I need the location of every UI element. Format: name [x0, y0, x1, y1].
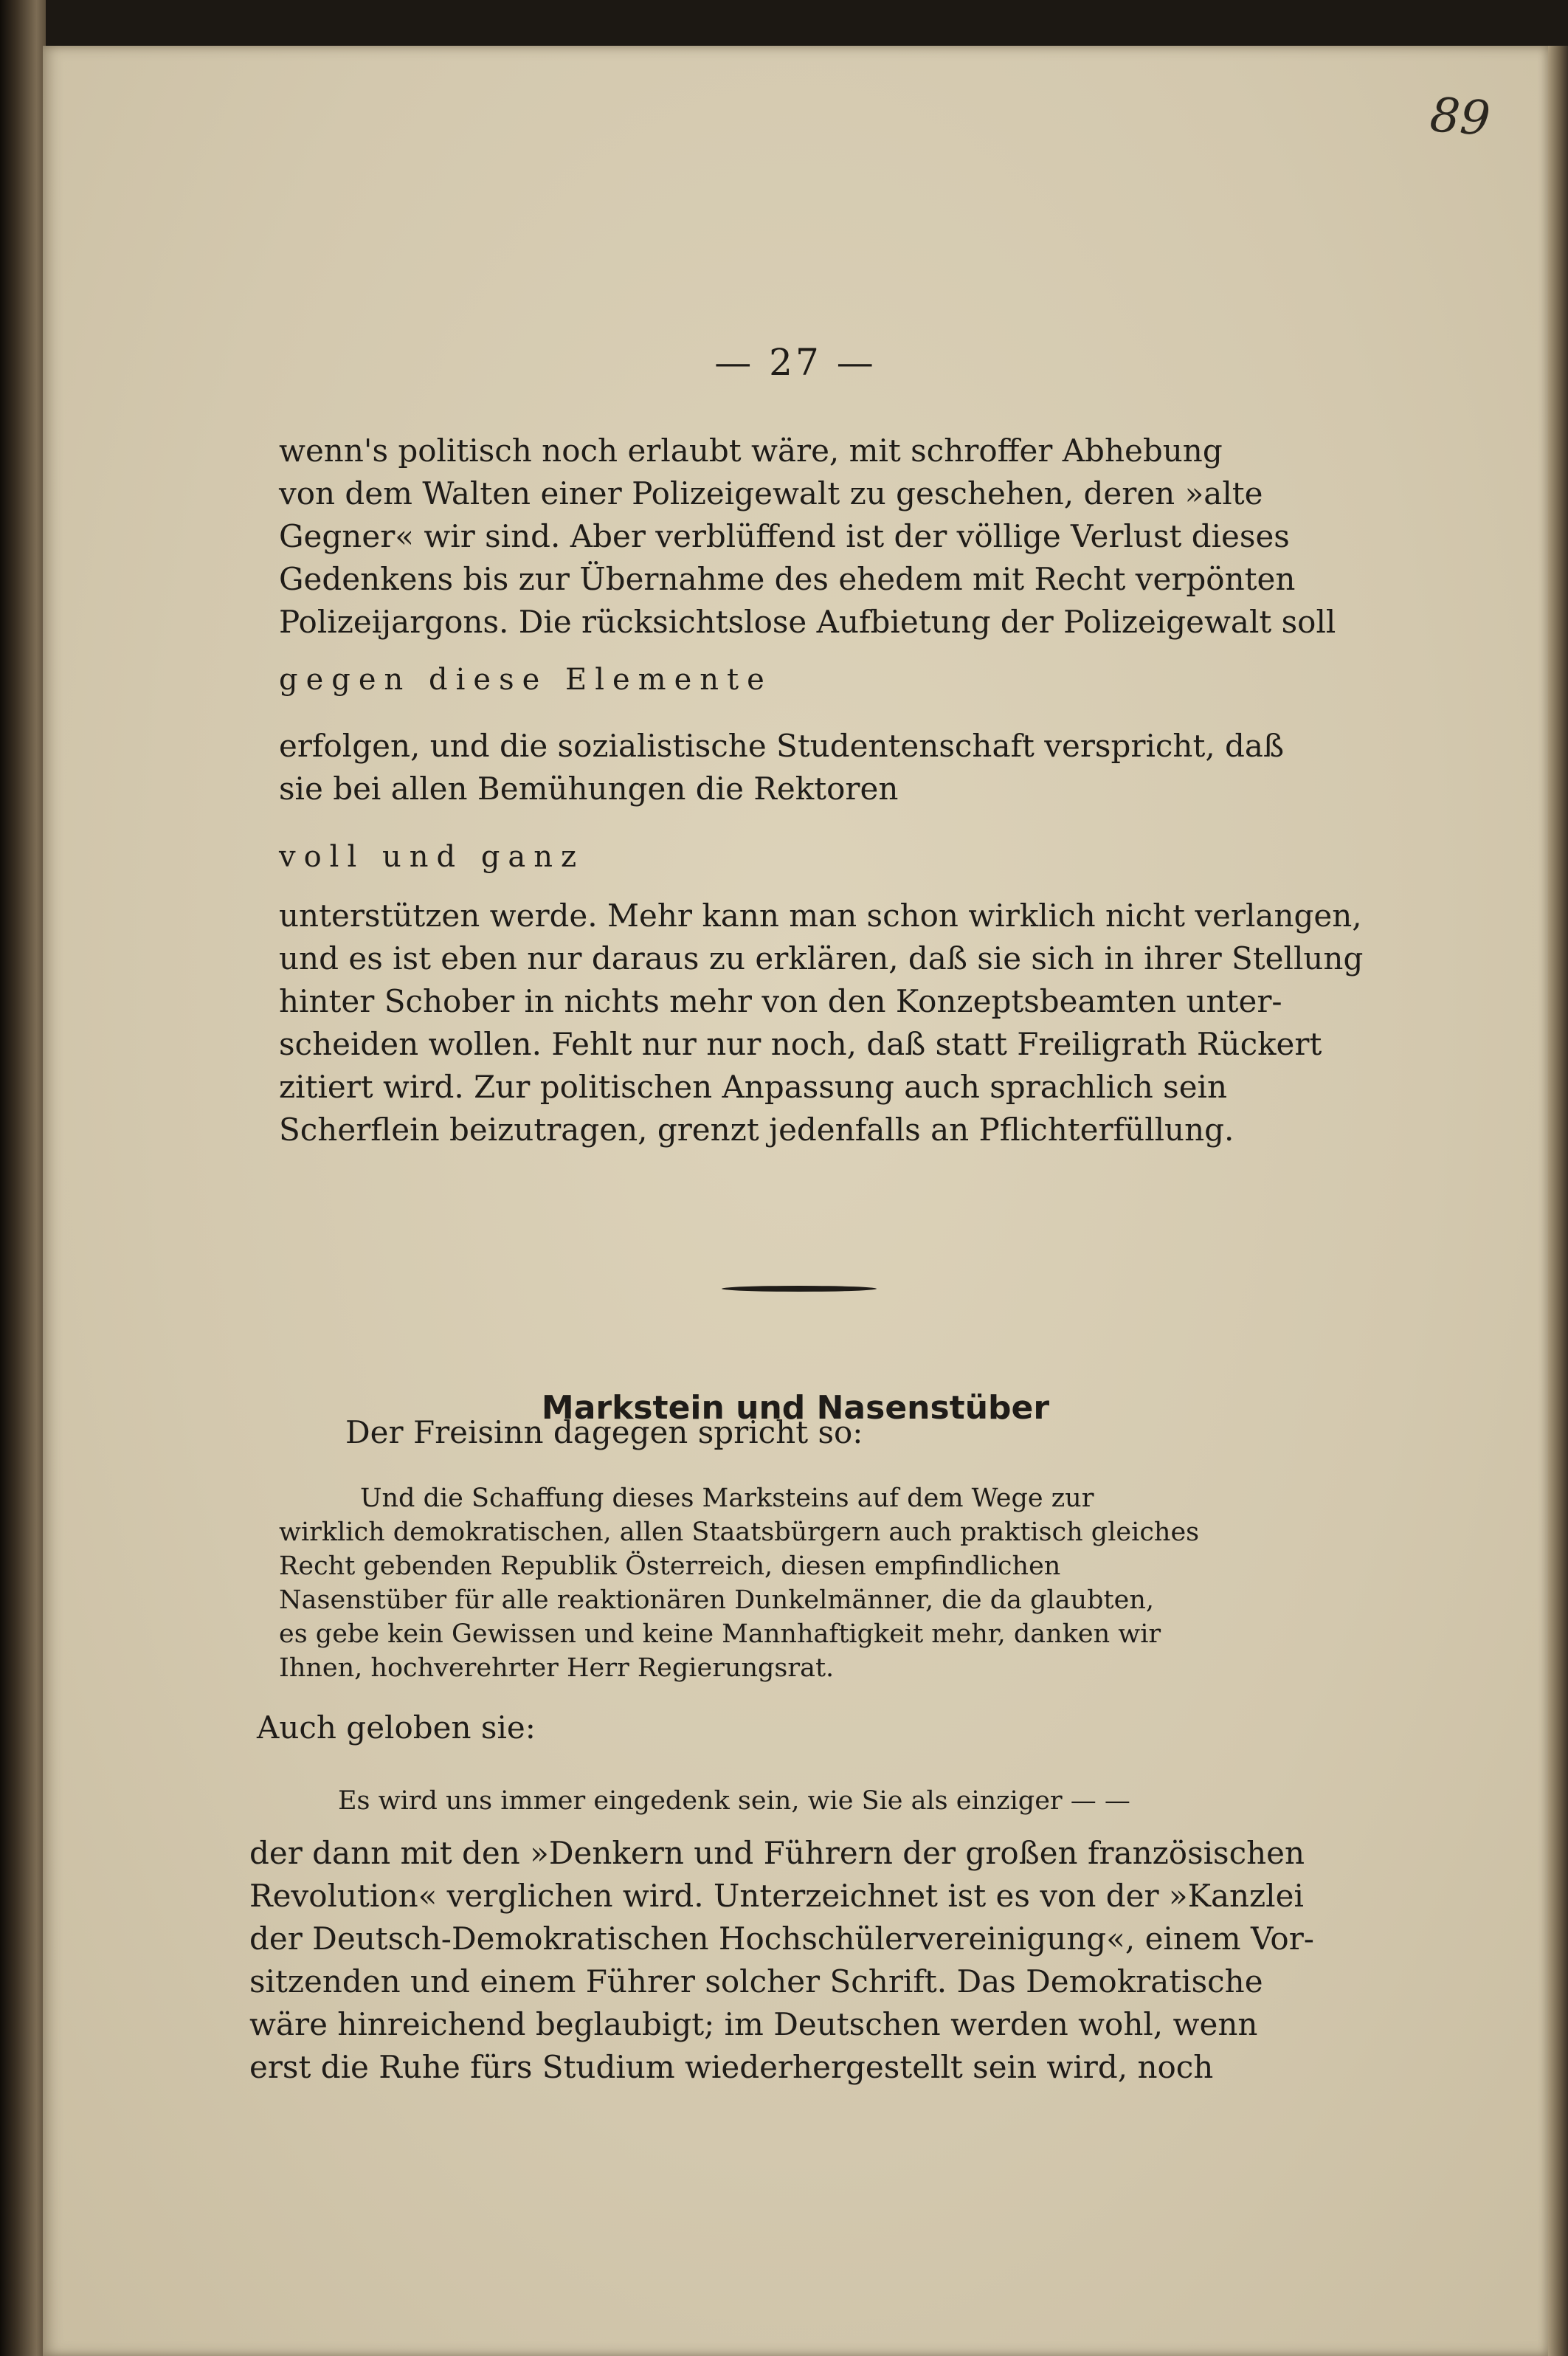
scan-top-edge [0, 0, 1568, 46]
text-line: Gedenkens bis zur Übernahme des ehedem mit Recht verpönten [279, 561, 1296, 597]
text-line: wäre hinreichend beglaubigt; im Deutschen werden wohl, wenn [249, 2006, 1258, 2042]
text-line: der dann mit den »Denkern und Führern der großen französischen [249, 1835, 1305, 1871]
spaced-phrase-1 [279, 658, 1349, 701]
text-line: Der Freisinn dagegen spricht so: [345, 1414, 863, 1450]
quote-line: Es wird uns immer eingedenk sein, wie Sie als einziger — — [338, 1786, 1130, 1816]
quote-1 [279, 1481, 1349, 1685]
spaced-text: voll und ganz [279, 840, 585, 874]
section-heading: Markstein und Nasenstüber [541, 1389, 1050, 1427]
section-divider [722, 1286, 877, 1292]
paragraph-1 [279, 430, 1349, 644]
text-line: von dem Walten einer Polizeigewalt zu geschehen, deren »alte [279, 475, 1263, 512]
quote-2 [338, 1784, 1408, 1818]
text-line: Auch geloben sie: [257, 1709, 536, 1746]
text-line: zitiert wird. Zur politischen Anpassung auch sprachlich sein [279, 1069, 1228, 1105]
text-line: unterstützen werde. Mehr kann man schon wirklich nicht verlangen, [279, 898, 1362, 934]
text-line: Revolution« verglichen wird. Unterzeichnet ist es von der »Kanzlei [249, 1878, 1304, 1914]
printed-page-number: — 27 — [714, 341, 877, 384]
paragraph-3 [279, 895, 1364, 1151]
quote-line: Recht gebenden Republik Österreich, diesen empfindlichen [279, 1551, 1061, 1581]
text-line: sie bei allen Bemühungen die Rektoren [279, 771, 899, 807]
quote-line: wirklich demokratischen, allen Staatsbürgern auch praktisch gleiches [279, 1518, 1200, 1547]
quote-line: Und die Schaffung dieses Marksteins auf dem Wege zur [360, 1484, 1094, 1513]
text-line: erst die Ruhe fürs Studium wiederhergestellt sein wird, noch [249, 2049, 1214, 2085]
paragraph-2 [279, 725, 1349, 810]
text-line: Gegner« wir sind. Aber verblüffend ist der völlige Verlust dieses [279, 518, 1290, 554]
book-edge [1548, 46, 1568, 2356]
text-line: Polizeijargons. Die rücksichtslose Aufbietung der Polizeigewalt soll [279, 604, 1336, 640]
handwritten-page-number: 89 [1428, 88, 1492, 147]
text-line: und es ist eben nur daraus zu erklären, daß sie sich in ihrer Stellung [279, 940, 1364, 976]
quote-line: Ihnen, hochverehrter Herr Regierungsrat. [279, 1653, 835, 1683]
paragraph-4 [249, 1832, 1319, 2089]
text-line: hinter Schober in nichts mehr von den Konzeptsbeamten unter- [279, 983, 1282, 1019]
text-line: Scherflein beizutragen, grenzt jedenfalls an Pflichterfüllung. [279, 1112, 1234, 1148]
quote-line: Nasenstüber für alle reaktionären Dunkelmänner, die da glaubten, [279, 1585, 1155, 1615]
book-page [43, 46, 1548, 2356]
text-line: wenn's politisch noch erlaubt wäre, mit schroffer Abhebung [279, 433, 1223, 469]
facing-page-edge [0, 0, 46, 2356]
spaced-phrase-2 [279, 836, 1349, 878]
text-line: der Deutsch-Demokratischen Hochschülervereinigung«, einem Vor- [249, 1921, 1314, 1957]
text-line: scheiden wollen. Fehlt nur nur noch, daß statt Freiligrath Rückert [279, 1026, 1322, 1062]
intro-line-1 [345, 1411, 1415, 1454]
quote-line: es gebe kein Gewissen und keine Mannhaftigkeit mehr, danken wir [279, 1619, 1161, 1649]
text-line: sitzenden und einem Führer solcher Schrift. Das Demokratische [249, 1963, 1263, 2000]
intro-line-2 [257, 1706, 1327, 1749]
spaced-text: gegen diese Elemente [279, 663, 773, 697]
text-line: erfolgen, und die sozialistische Studentenschaft verspricht, daß [279, 728, 1285, 764]
